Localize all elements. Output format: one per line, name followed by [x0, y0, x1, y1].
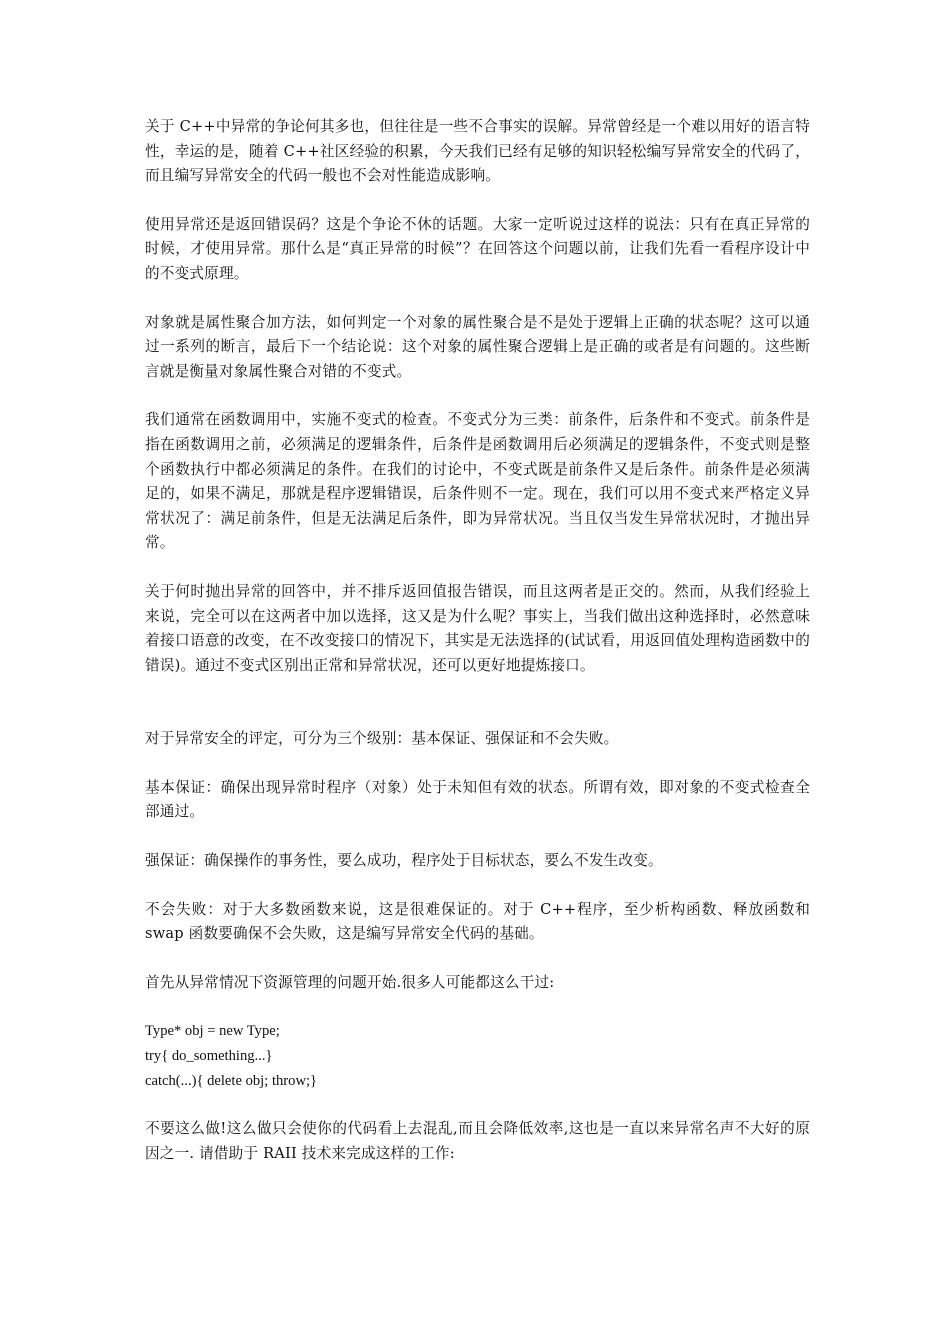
paragraph-strong-guarantee: 强保证：确保操作的事务性，要么成功，程序处于目标状态，要么不发生改变。	[145, 852, 663, 870]
paragraph-exception-vs-error-code: 使用异常还是返回错误码？这是个争论不休的话题。大家一定听说过这样的说法：只有在真正异常的时候，才使用异常。那什么是“真正异常的时候”？在回答这个问题以前，让我们先看一看程序设计中的不变式原理。	[145, 215, 810, 282]
code-sample	[145, 1019, 810, 1093]
paragraph-invariant-definition: 对象就是属性聚合加方法，如何判定一个对象的属性聚合是不是处于逻辑上正确的状态呢？这可以通过一系列的断言，最后下一个结论说：这个对象的属性聚合逻辑上是正确的或者是有问题的。这些断言就是衡量对象属性聚合对错的不变式。	[145, 313, 810, 380]
paragraph-basic-guarantee: 基本保证：确保出现异常时程序（对象）处于未知但有效的状态。所谓有效，即对象的不变式检查全部通过。	[145, 778, 810, 821]
code-line: catch(...){ delete obj; throw;}	[145, 1072, 318, 1089]
paragraph-resource-management-intro: 首先从异常情况下资源管理的问题开始.很多人可能都这么干过:	[145, 973, 555, 991]
paragraph-pre-post-conditions: 我们通常在函数调用中，实施不变式的检查。不变式分为三类：前条件，后条件和不变式。前条件是指在函数调用之前，必须满足的逻辑条件，后条件是函数调用后必须满足的逻辑条件，不变式则是整个函数执行中都必须满足的条件。在我们的讨论中，不变式既是前条件又是后条件。前条件是必须满足的，如果不满足，那就是程序逻辑错误，后条件则不一定。现在，我们可以用不变式来严格定义异常状况了：满足前条件，但是无法满足后条件，即为异常状况。当且仅当发生异常状况时，才抛出异常。	[145, 411, 810, 552]
paragraph-raii-advice: 不要这么做!这么做只会使你的代码看上去混乱,而且会降低效率,这也是一直以来异常名声不大好的原因之一. 请借助于 RAII 技术来完成这样的工作:	[145, 1120, 810, 1162]
paragraph-nothrow-guarantee: 不会失败：对于大多数函数来说，这是很难保证的。对于 C++程序，至少析构函数、释放函数和 swap 函数要确保不会失败，这是编写异常安全代码的基础。	[145, 900, 810, 943]
paragraph-when-to-throw: 关于何时抛出异常的回答中，并不排斥返回值报告错误，而且这两者是正交的。然而，从我们经验上来说，完全可以在这两者中加以选择，这又是为什么呢？事实上，当我们做出这种选择时，必然意味着接口语意的改变，在不改变接口的情况下，其实是无法选择的(试试看，用返回值处理构造函数中的错误)。通过不变式区别出正常和异常状况，还可以更好地提炼接口。	[145, 582, 810, 674]
paragraph-cpp-exception-intro: 关于 C++中异常的争论何其多也，但往往是一些不合事实的误解。异常曾经是一个难以用好的语言特性，幸运的是，随着 C++社区经验的积累，今天我们已经有足够的知识轻松编写异常安全的代码了，而且编写异常安全的代码一般也不会对性能造成影响。	[145, 118, 810, 185]
code-line: try{ do_something...}	[145, 1048, 273, 1065]
code-line: Type* obj = new Type;	[145, 1023, 280, 1040]
paragraph-safety-levels: 对于异常安全的评定，可分为三个级别：基本保证、强保证和不会失败。	[145, 730, 619, 748]
